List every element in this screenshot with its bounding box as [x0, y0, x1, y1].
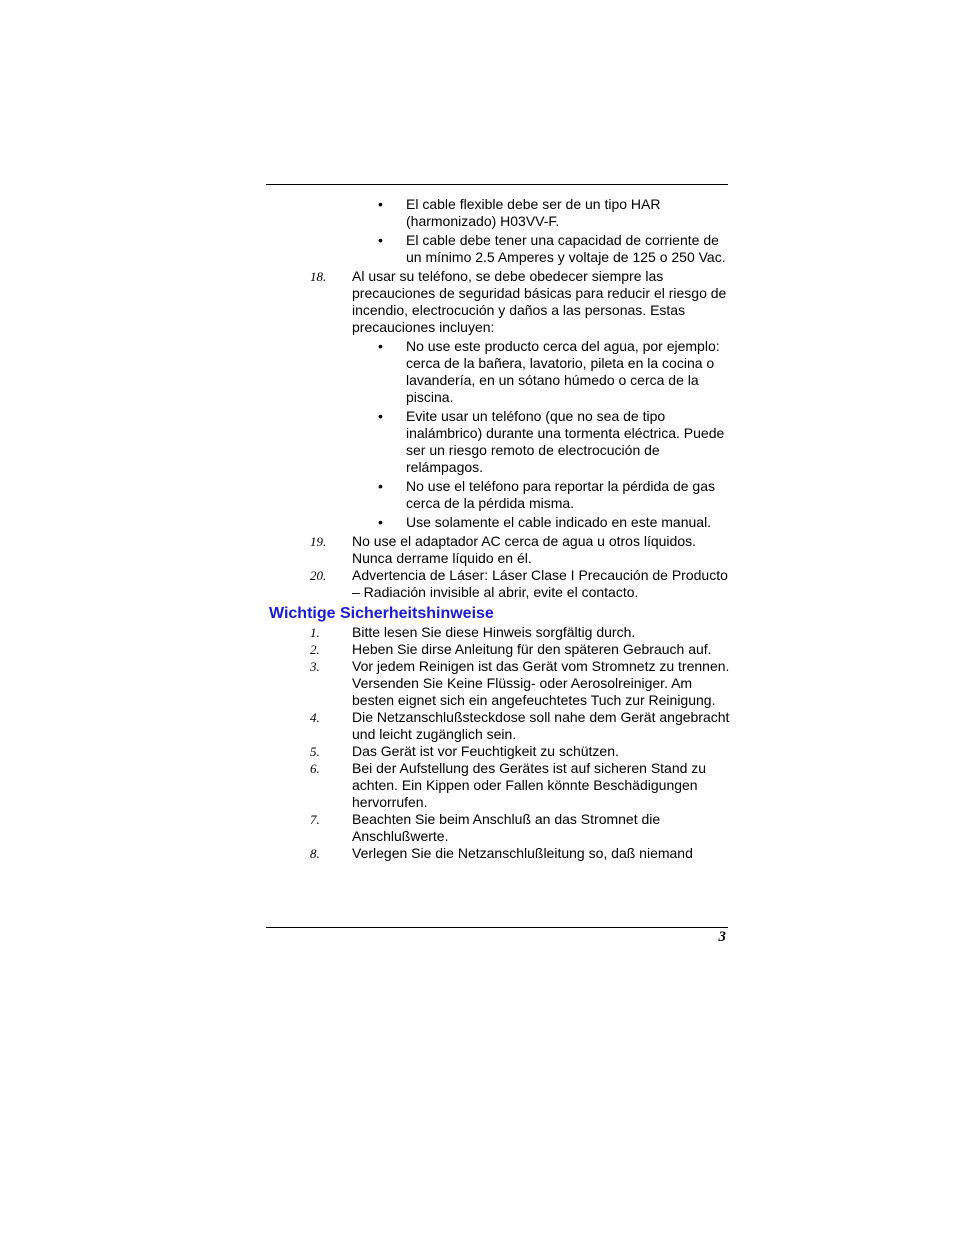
item-text: No use el adaptador AC cerca de agua u otros líquidos. Nunca derrame líquido en él. — [352, 533, 696, 566]
item-number: 18. — [310, 269, 327, 284]
header-rule — [266, 184, 728, 185]
numbered-item-5 — [266, 743, 736, 760]
item-text: Vor jedem Reinigen ist das Gerät vom Stromnetz zu trennen. Versenden Sie Keine Flüssig- oder Aerosolreiniger. Am besten eignet sich ein angefeuchtetes Tuch zur Reinigung. — [352, 658, 730, 708]
item-text: Die Netzanschlußsteckdose soll nahe dem Gerät angebracht und leicht zugänglich sein. — [352, 709, 730, 742]
item-text: Advertencia de Láser: Láser Clase I Precaución de Producto – Radiación invisible al abrir, evite el contacto. — [352, 567, 728, 600]
bullet-item — [266, 478, 736, 512]
item-text: Bitte lesen Sie diese Hinweis sorgfältig durch. — [352, 624, 636, 640]
item-number: 5. — [310, 744, 320, 759]
item-number: 4. — [310, 710, 320, 725]
bullet-text: No use el teléfono para reportar la pérdida de gas cerca de la pérdida misma. — [406, 478, 715, 511]
bullet-text: Use solamente el cable indicado en este manual. — [406, 514, 712, 530]
bullet-icon: • — [378, 408, 383, 424]
item-text: Bei der Aufstellung des Gerätes ist auf sicheren Stand zu achten. Ein Kippen oder Fallen könnte Beschädigungen hervorrufen. — [352, 760, 707, 810]
bullet-icon: • — [378, 338, 383, 354]
bullet-item — [266, 196, 736, 230]
item-number: 8. — [310, 846, 320, 861]
item-text: Beachten Sie beim Anschluß an das Stromnet die Anschlußwerte. — [352, 811, 661, 844]
item-number: 2. — [310, 642, 320, 657]
numbered-item-3 — [266, 658, 736, 709]
item-number: 7. — [310, 812, 320, 827]
bullet-item — [266, 232, 736, 266]
numbered-item-6 — [266, 760, 736, 811]
item-number: 20. — [310, 568, 327, 583]
item-number: 3. — [310, 659, 320, 674]
page-content — [266, 196, 736, 862]
bullet-icon: • — [378, 514, 383, 530]
item-number: 6. — [310, 761, 320, 776]
numbered-item-19 — [266, 533, 736, 567]
bullet-text: No use este producto cerca del agua, por ejemplo: cerca de la bañera, lavatorio, pileta en la cocina o lavandería, en un sótano húmedo o cerca de la piscina. — [406, 338, 720, 405]
page-number: 3 — [718, 929, 726, 945]
item-text: Al usar su teléfono, se debe obedecer siempre las precauciones de seguridad básicas para reducir el riesgo de incendio, electrocución y daños a las personas. Estas precauciones incluyen: — [352, 268, 727, 335]
bullet-text: El cable flexible debe ser de un tipo HAR (harmonizado) H03VV-F. — [406, 196, 661, 229]
numbered-item-20 — [266, 567, 736, 601]
item-text: Heben Sie dirse Anleitung für den späteren Gebrauch auf. — [352, 641, 712, 657]
item-number: 19. — [310, 534, 327, 549]
bullet-item — [266, 338, 736, 406]
item-text: Das Gerät ist vor Feuchtigkeit zu schützen. — [352, 743, 619, 759]
numbered-item-8 — [266, 845, 736, 862]
bullet-item — [266, 408, 736, 476]
footer-rule — [266, 927, 728, 928]
bullet-icon: • — [378, 232, 383, 248]
bullet-text: El cable debe tener una capacidad de corriente de un mínimo 2.5 Amperes y voltaje de 125 o 250 Vac. — [406, 232, 726, 265]
bullet-icon: • — [378, 196, 383, 212]
bullet-text: Evite usar un teléfono (que no sea de tipo inalámbrico) durante una tormenta eléctrica. Puede ser un riesgo remoto de electrocución de relámpagos. — [406, 408, 725, 475]
item-number: 1. — [310, 625, 320, 640]
numbered-item-18 — [266, 268, 736, 336]
numbered-item-7 — [266, 811, 736, 845]
numbered-item-2 — [266, 641, 736, 658]
bullet-icon: • — [378, 478, 383, 494]
numbered-item-1 — [266, 624, 736, 641]
item-text: Verlegen Sie die Netzanschlußleitung so, daß niemand — [352, 845, 693, 861]
section-heading: Wichtige Sicherheitshinweise — [269, 605, 494, 622]
bullet-item — [266, 514, 736, 531]
numbered-item-4 — [266, 709, 736, 743]
